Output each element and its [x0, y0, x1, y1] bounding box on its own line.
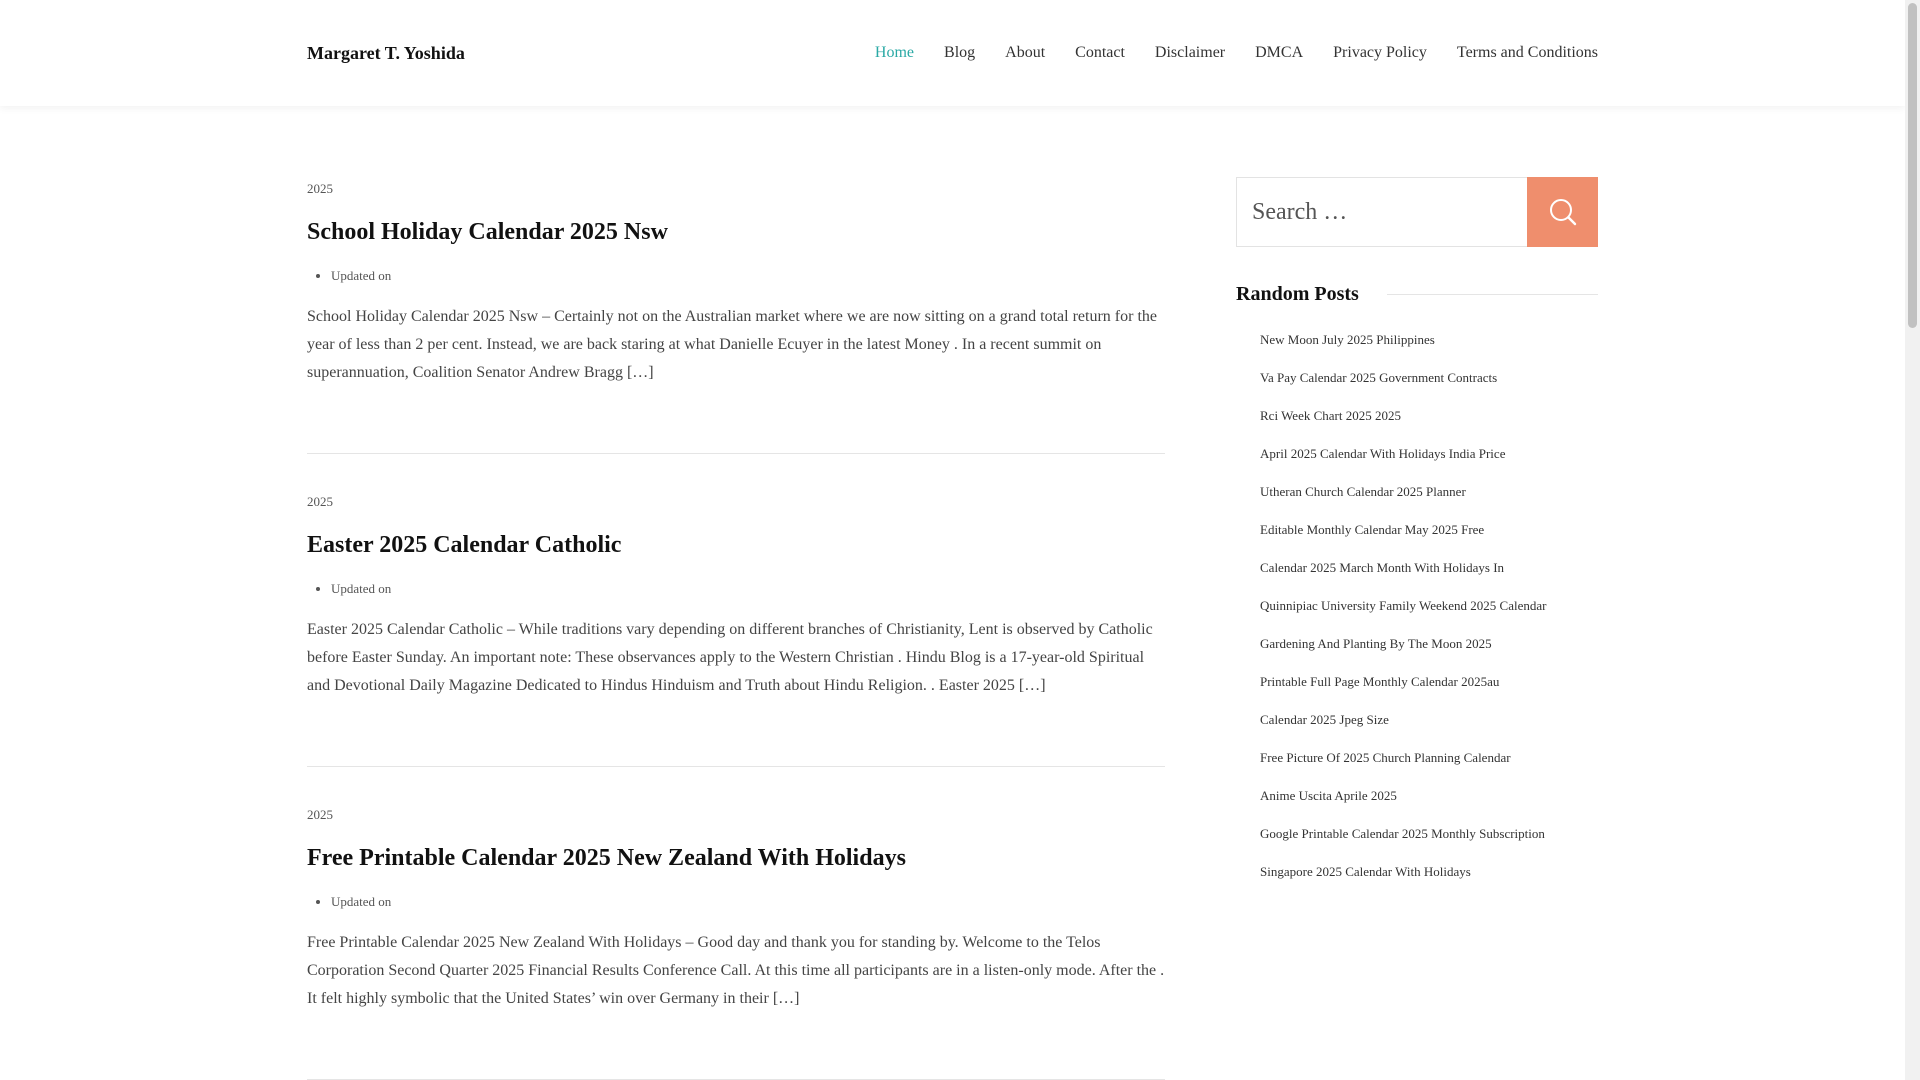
post-title[interactable]: Free Printable Calendar 2025 New Zealand With Holidays: [307, 845, 906, 871]
nav-disclaimer[interactable]: Disclaimer: [1154, 44, 1226, 61]
post-category[interactable]: 2025: [307, 181, 333, 196]
random-post-link[interactable]: Free Picture Of 2025 Church Planning Calendar: [1260, 750, 1511, 765]
post-card: [307, 494, 1165, 767]
random-post-link[interactable]: Rci Week Chart 2025 2025: [1260, 408, 1401, 423]
post-excerpt: Easter 2025 Calendar Catholic – While traditions vary depending on different branches of Christianity, Lent is observed by Catholic before Easter Sunday. An important note: These observances apply to the Western Christian . Hindu Blog is a 17-year-old Spiritual and Devotional Daily Magazine Dedicated to Hindus Hinduism and Truth about Hindu Religion. . Easter 2025 […]: [307, 621, 1153, 694]
nav-terms-and-conditions[interactable]: Terms and Conditions: [1456, 44, 1598, 61]
random-post-link[interactable]: Quinnipiac University Family Weekend 2025 Calendar: [1260, 598, 1547, 613]
post-updated-label: • Updated on: [331, 268, 1165, 283]
random-post-link[interactable]: Gardening And Planting By The Moon 2025: [1260, 636, 1492, 651]
post-meta: [331, 894, 1165, 909]
random-post-link[interactable]: Anime Uscita Aprile 2025: [1260, 788, 1397, 803]
page-scrollbar[interactable]: [1905, 0, 1920, 1080]
search-input[interactable]: [1236, 177, 1527, 247]
post-list-main: [307, 106, 1165, 1080]
random-posts-header: [1236, 283, 1598, 306]
nav-about[interactable]: About: [1005, 44, 1046, 61]
widget-title-divider: [1387, 294, 1598, 295]
post-card: [307, 106, 1165, 454]
search-icon: [1548, 197, 1578, 227]
random-post-link[interactable]: Printable Full Page Monthly Calendar 2025au: [1260, 674, 1500, 689]
sidebar: [1236, 177, 1598, 902]
nav-blog[interactable]: Blog: [944, 44, 976, 61]
random-post-link[interactable]: Editable Monthly Calendar May 2025 Free: [1260, 522, 1485, 537]
random-post-link[interactable]: Calendar 2025 Jpeg Size: [1260, 712, 1389, 727]
post-card: [307, 807, 1165, 1080]
post-meta: [331, 581, 1165, 596]
random-post-link[interactable]: New Moon July 2025 Philippines: [1260, 332, 1435, 347]
random-post-link[interactable]: Va Pay Calendar 2025 Government Contracts: [1260, 370, 1498, 385]
post-updated-label: • Updated on: [331, 581, 1165, 596]
nav-home[interactable]: Home: [874, 44, 915, 61]
site-header: [0, 0, 1905, 106]
post-category[interactable]: 2025: [307, 807, 333, 822]
random-post-link[interactable]: Singapore 2025 Calendar With Holidays: [1260, 864, 1471, 879]
post-meta: [331, 268, 1165, 283]
post-updated-label: • Updated on: [331, 894, 1165, 909]
post-excerpt: School Holiday Calendar 2025 Nsw – Certainly not on the Australian market where we are now sitting on a grand total return for the year of less than 2 per cent. Instead, we are back staring at what Danielle Ecuyer in the latest Money . In a recent summit on superannuation, Coalition Senator Andrew Bragg […]: [307, 308, 1158, 381]
search-button[interactable]: [1527, 177, 1598, 247]
search-form: [1236, 177, 1598, 249]
nav-privacy-policy[interactable]: Privacy Policy: [1333, 44, 1427, 61]
nav-contact[interactable]: Contact: [1075, 44, 1125, 61]
post-excerpt: Free Printable Calendar 2025 New Zealand With Holidays – Good day and thank you for standing by. Welcome to the Telos Corporation Second Quarter 2025 Financial Results Conference Call. At this time all participants are in a listen-only mode. After the . It felt highly symbolic that the United States’ win over Germany in their […]: [307, 934, 1165, 1007]
nav-dmca[interactable]: DMCA: [1255, 44, 1304, 61]
site-title[interactable]: Margaret T. Yoshida: [307, 42, 465, 63]
random-post-link[interactable]: Utheran Church Calendar 2025 Planner: [1260, 484, 1466, 499]
random-post-link[interactable]: Calendar 2025 March Month With Holidays In: [1260, 560, 1505, 575]
main-nav: [845, 44, 1598, 62]
post-category[interactable]: 2025: [307, 494, 333, 509]
random-post-link[interactable]: Google Printable Calendar 2025 Monthly Subscription: [1260, 826, 1545, 841]
post-title[interactable]: School Holiday Calendar 2025 Nsw: [307, 219, 668, 245]
scrollbar-thumb[interactable]: [1908, 3, 1917, 328]
random-posts-list: [1236, 332, 1598, 902]
random-post-link[interactable]: April 2025 Calendar With Holidays India Price: [1260, 446, 1506, 461]
post-title[interactable]: Easter 2025 Calendar Catholic: [307, 532, 622, 558]
widget-title: Random Posts: [1236, 283, 1359, 305]
